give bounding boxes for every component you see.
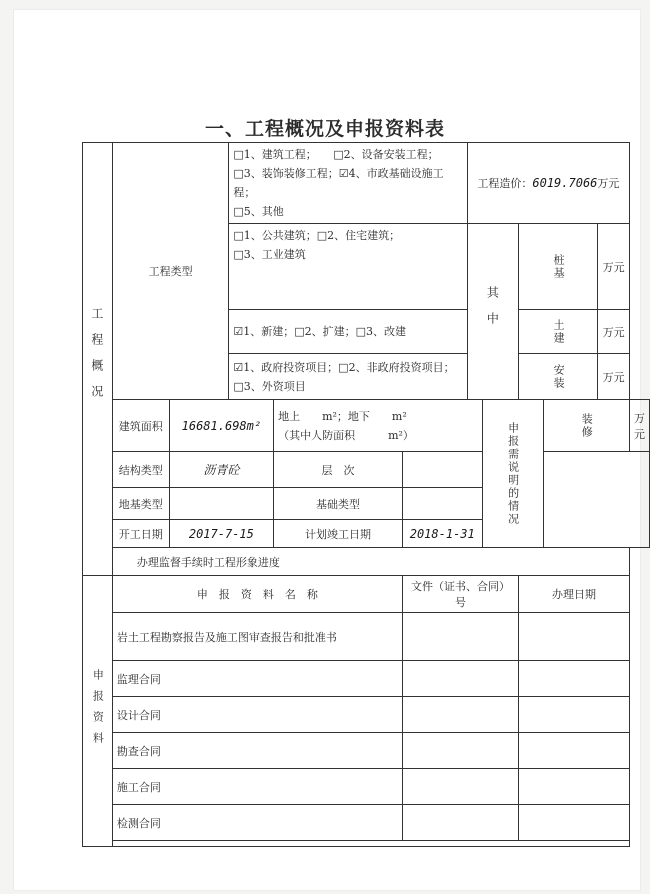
doc-date[interactable] (519, 805, 630, 841)
progress-label: 办理监督手续时工程形象进度 (136, 555, 280, 569)
docs-col-name: 申 报 资 料 名 称 (112, 576, 402, 613)
sub-item-label: 桩基 (519, 224, 598, 310)
category-3-option[interactable]: ☑1、新建；□2、扩建；□3、改建 (233, 325, 406, 338)
category-1-option[interactable]: □5、其他 (233, 205, 284, 218)
start-date-cell (169, 520, 273, 548)
structure-value-cell (169, 452, 273, 488)
area-detail: 地上 m²；地下 m² (278, 409, 407, 423)
doc-date[interactable] (519, 661, 630, 697)
overview-form-table (82, 142, 650, 847)
category-4-option[interactable]: □3、外资项目 (233, 379, 306, 393)
doc-name: 施工合同 (112, 769, 402, 805)
category-4-cell (229, 354, 467, 400)
plan-end-label: 计划竣工日期 (274, 520, 403, 548)
category-2-option[interactable]: □1、公共建筑；□2、住宅建筑； (233, 229, 401, 242)
doc-date[interactable] (519, 613, 630, 661)
area-detail-cell (274, 400, 483, 452)
sub-item-unit: 万元 (598, 354, 630, 400)
area-detail: （其中人防面积 m²） (278, 428, 414, 442)
category-1-cell (229, 143, 467, 224)
progress-cell[interactable] (112, 548, 629, 576)
structure-label: 结构类型 (112, 452, 169, 488)
doc-number[interactable] (402, 733, 518, 769)
doc-name: 勘查合同 (112, 733, 402, 769)
foundation-label: 地基类型 (112, 488, 169, 520)
category-3-cell (229, 310, 467, 354)
floors-label: 层 次 (274, 452, 403, 488)
doc-number[interactable] (402, 613, 518, 661)
foundation-value[interactable] (169, 488, 273, 520)
docs-col-doc: 文件（证书、合同）号 (402, 576, 518, 613)
cost-cell (467, 143, 629, 224)
sub-item-unit: 万元 (630, 400, 650, 452)
area-label: 建筑面积 (112, 400, 169, 452)
project-type-label: 工程类型 (112, 143, 228, 400)
overview-section-label: 工程概况 (83, 143, 113, 576)
doc-number[interactable] (402, 805, 518, 841)
explain-label: 申报需说明的情况 (482, 400, 543, 548)
sub-item-unit: 万元 (598, 224, 630, 310)
sub-item-label: 土建 (519, 310, 598, 354)
floors-value[interactable] (402, 452, 482, 488)
doc-number[interactable] (402, 697, 518, 733)
sub-item-label: 安装 (519, 354, 598, 400)
sub-item-unit: 万元 (598, 310, 630, 354)
structure-value[interactable]: 沥青砼 (203, 463, 240, 477)
category-4-option[interactable]: ☑1、政府投资项目；□2、非政府投资项目； (233, 360, 455, 374)
doc-date[interactable] (519, 697, 630, 733)
start-date-value[interactable]: 2017-7-15 (188, 526, 254, 541)
doc-name: 岩土工程勘察报告及施工图审查报告和批准书 (112, 613, 402, 661)
cost-unit: 万元 (597, 177, 620, 190)
foundation-type-label: 基础类型 (274, 488, 403, 520)
sub-item-label: 装修 (543, 400, 630, 452)
doc-number[interactable] (402, 661, 518, 697)
qizhong-label: 其中 (467, 224, 518, 400)
category-1-option[interactable]: □3、装饰装修工程；☑4、市政基础设施工程； (233, 167, 444, 199)
doc-name: 监理合同 (112, 661, 402, 697)
area-value-cell (169, 400, 273, 452)
doc-name: 检测合同 (112, 805, 402, 841)
category-2-cell (229, 224, 467, 310)
foundation-type-value[interactable] (402, 488, 482, 520)
start-date-label: 开工日期 (112, 520, 169, 548)
page-title: 一、工程概况及申报资料表 (204, 118, 445, 140)
table-bottom (112, 841, 629, 847)
doc-name: 设计合同 (112, 697, 402, 733)
area-value[interactable]: 16681.698m² (181, 418, 262, 433)
docs-section-label: 申报资料 (83, 576, 113, 847)
plan-end-value[interactable]: 2018-1-31 (409, 526, 475, 541)
explain-content[interactable] (543, 452, 650, 548)
cost-label: 工程造价： (477, 177, 533, 190)
docs-col-date: 办理日期 (519, 576, 630, 613)
doc-date[interactable] (519, 733, 630, 769)
category-1-option[interactable]: □1、建筑工程； □2、设备安装工程； (233, 148, 439, 161)
doc-number[interactable] (402, 769, 518, 805)
plan-end-cell (402, 520, 482, 548)
category-2-option[interactable]: □3、工业建筑 (233, 248, 306, 261)
cost-value[interactable]: 6019.7066 (532, 176, 598, 190)
doc-date[interactable] (519, 769, 630, 805)
